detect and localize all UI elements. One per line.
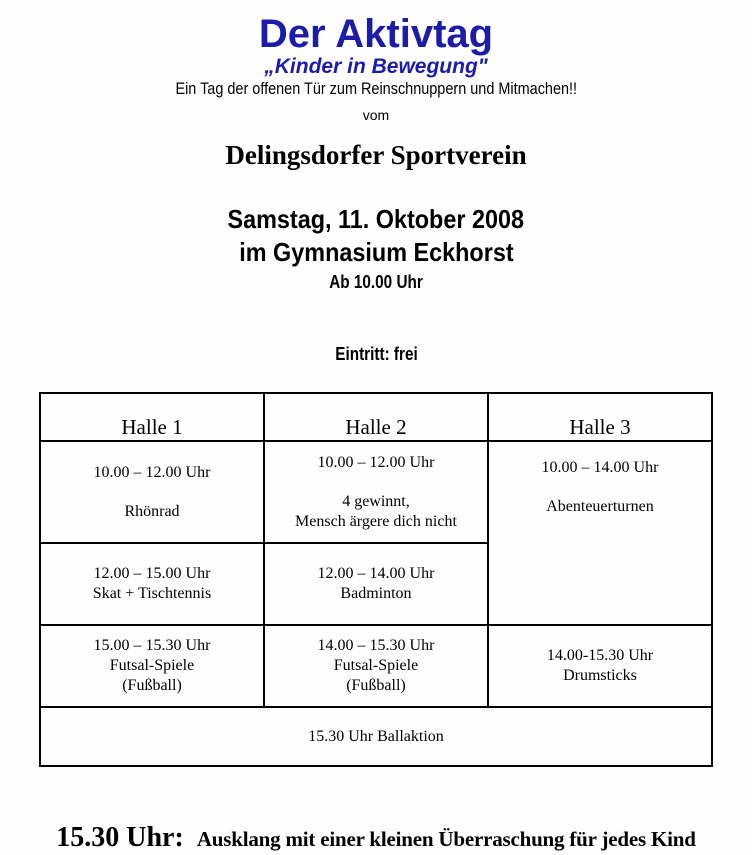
admission-text: Eintritt: frei [334,344,418,364]
admission-line [0,344,752,366]
cell-halle1-row2 [40,543,264,625]
cell-halle1-row3 [40,625,264,707]
cell-ballaktion: 15.30 Uhr Ballaktion [40,707,712,766]
cell-time: 14.00-15.30 Uhr [546,647,654,664]
event-location: im Gymnasium Eckhorst [238,237,514,267]
cell-halle1-row1 [40,441,264,543]
cell-time: 12.00 – 15.00 Uhr [93,565,211,582]
event-date-line [0,205,752,238]
cell-activity: (Fußball) [122,677,182,694]
cell-halle2-row1 [264,441,488,543]
event-start-time: Ab 10.00 Uhr [329,272,423,292]
event-start-time-line [0,272,752,294]
event-subtitle: „Kinder in Bewegung" [264,55,488,78]
schedule-header-row [40,393,712,441]
cell-activity: Skat + Tischtennis [92,585,212,602]
cell-activity: Badminton [340,585,412,602]
column-header-halle-1: Halle 1 [40,393,264,441]
cell-halle2-row2 [264,543,488,625]
closing-time: 15.30 Uhr: [56,822,184,853]
cell-activity: Futsal-Spiele [109,657,195,674]
schedule-row-3 [40,625,712,707]
cell-activity: Futsal-Spiele [333,657,419,674]
cell-time: 10.00 – 14.00 Uhr [541,459,659,476]
cell-spacer [489,478,711,497]
cell-activity: Mensch ärgere dich nicht [295,512,457,530]
closing-line [0,821,752,855]
cell-time: 15.00 – 15.30 Uhr [93,637,211,654]
column-header-halle-3: Halle 3 [488,393,712,441]
cell-time: 10.00 – 12.00 Uhr [317,453,435,471]
connector-word: vom [362,107,390,123]
cell-time: 10.00 – 12.00 Uhr [93,463,211,481]
cell-halle2-row3 [264,625,488,707]
cell-halle3-row3 [488,625,712,707]
cell-time: 12.00 – 14.00 Uhr [317,565,435,582]
cell-spacer [41,483,263,502]
cell-time: 14.00 – 15.30 Uhr [317,637,435,654]
cell-activity: Drumsticks [563,667,637,684]
event-title: Der Aktivtag [258,12,494,56]
schedule-table [39,392,713,767]
column-header-halle-2: Halle 2 [264,393,488,441]
cell-halle3-row1-2 [488,441,712,625]
cell-activity: 4 gewinnt, [342,492,410,510]
cell-activity: Rhönrad [124,502,180,520]
cell-activity: (Fußball) [346,677,406,694]
organization-name: Delingsdorfer Sportverein [225,140,527,170]
cell-spacer [265,473,487,492]
schedule-row-1 [40,441,712,543]
event-location-line [0,238,752,271]
event-date: Samstag, 11. Oktober 2008 [227,204,525,234]
closing-text: Ausklang mit einer kleinen Überraschung für jedes Kind [196,827,696,851]
cell-activity: Abenteuerturnen [546,498,654,515]
tagline-text: Ein Tag der offenen Tür zum Reinschnuppern und Mitmachen!! [175,79,577,98]
schedule-row-4 [40,707,712,766]
tagline-line [0,79,752,100]
